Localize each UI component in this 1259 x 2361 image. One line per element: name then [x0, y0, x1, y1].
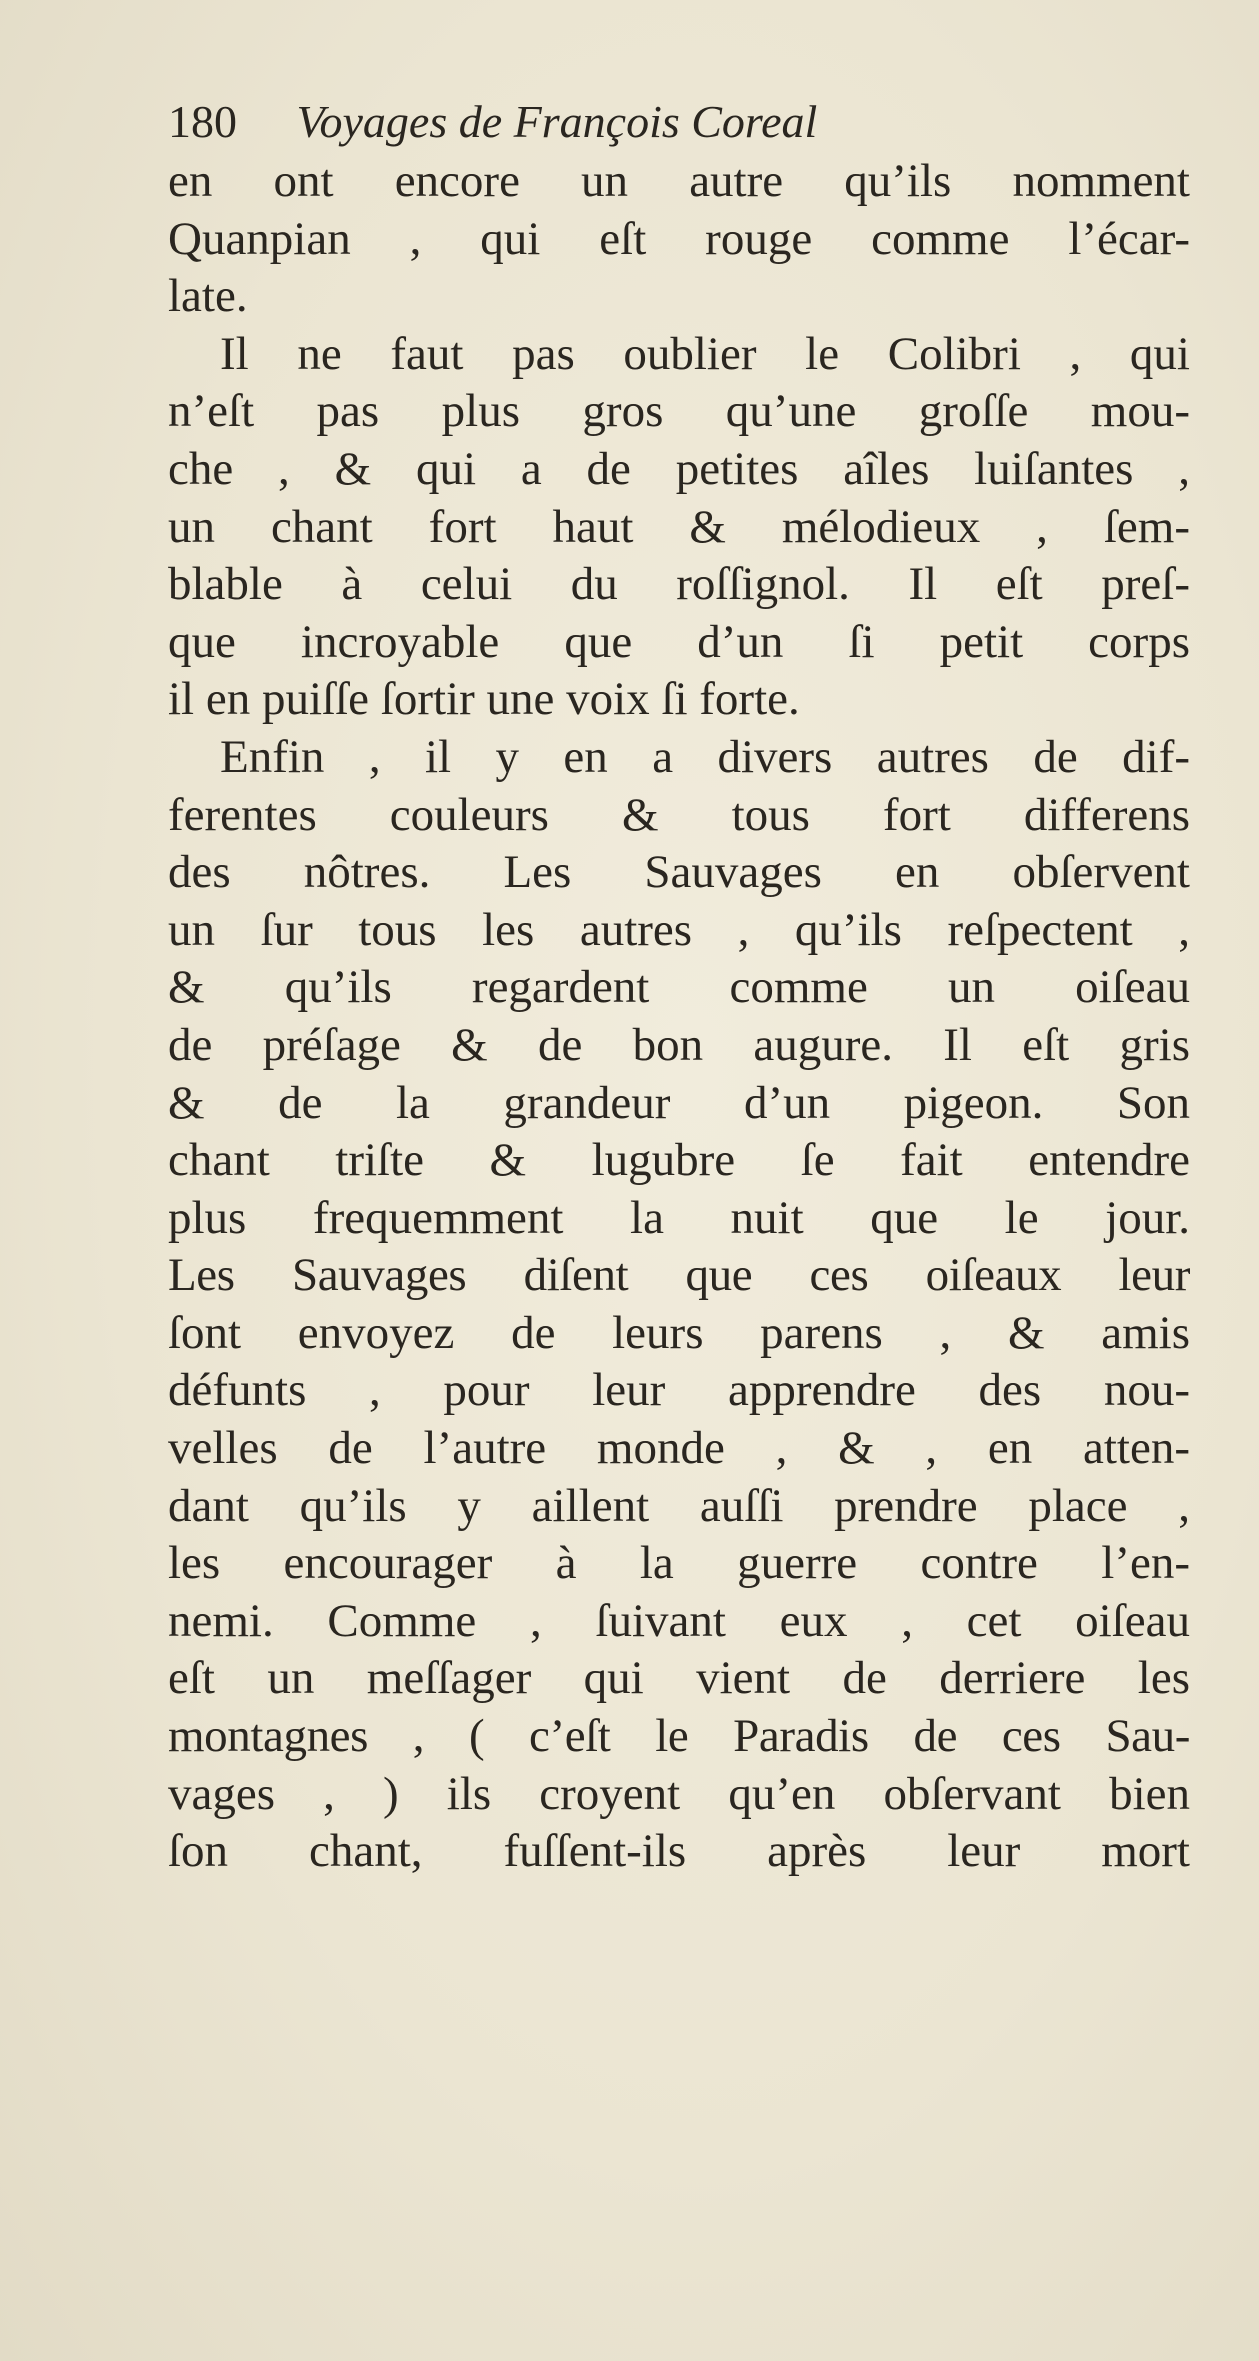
running-title: Voyages de François Coreal	[296, 96, 818, 147]
body-text	[168, 153, 1190, 1881]
text-line: ſon chant, fuſſent-ils après leur mort	[168, 1825, 1190, 1878]
text-line: n’eſt pas plus gros qu’une groſſe mou-	[168, 385, 1190, 438]
text-line: vages , ) ils croyent qu’en obſervant bien	[168, 1767, 1190, 1820]
text-line: Quanpian , qui eſt rouge comme l’écar-	[168, 212, 1190, 265]
text-line: blable à celui du roſſignol. Il eſt preſ-	[168, 558, 1190, 611]
text-line: défunts , pour leur apprendre des nou-	[168, 1364, 1190, 1417]
text-line: de préſage & de bon augure. Il eſt gris	[168, 1018, 1190, 1071]
text-line: les encourager à la guerre contre l’en-	[168, 1537, 1190, 1590]
text-line: en ont encore un autre qu’ils nomment	[168, 155, 1190, 207]
text-line: eſt un meſſager qui vient de derriere les	[168, 1652, 1190, 1705]
text-line: ſont envoyez de leurs parens , & amis	[168, 1306, 1190, 1359]
text-line: il en puiſſe ſortir une voix ſi forte.	[168, 673, 800, 726]
text-line: velles de l’autre monde , & , en atten-	[168, 1422, 1190, 1475]
text-line: & de la grandeur d’un pigeon. Son	[168, 1076, 1190, 1129]
text-line: dant qu’ils y aillent auſſi prendre place ,	[168, 1479, 1190, 1532]
text-line: nemi. Comme , ſuivant eux , cet oiſeau	[168, 1594, 1190, 1647]
text-line: des nôtres. Les Sauvages en obſervent	[168, 846, 1190, 899]
text-line: & qu’ils regardent comme un oiſeau	[168, 961, 1190, 1014]
text-line: Les Sauvages diſent que ces oiſeaux leur	[168, 1249, 1190, 1302]
text-line: che , & qui a de petites aîles luiſantes ,	[168, 442, 1190, 495]
running-head	[168, 92, 1108, 152]
text-line: un chant fort haut & mélodieux , ſem-	[168, 500, 1190, 553]
text-line: Enfin , il y en a divers autres de dif-	[220, 730, 1190, 783]
text-line: un ſur tous les autres , qu’ils reſpectent ,	[168, 903, 1190, 956]
text-line: late.	[168, 270, 248, 323]
text-line: plus frequemment la nuit que le jour.	[168, 1191, 1190, 1244]
text-line: ferentes couleurs & tous fort differens	[168, 788, 1190, 841]
page-number: 180	[168, 96, 237, 147]
text-line: que incroyable que d’un ſi petit corps	[168, 615, 1190, 668]
text-line: chant triſte & lugubre ſe fait entendre	[168, 1134, 1190, 1187]
text-line: montagnes , ( c’eſt le Paradis de ces Sau-	[168, 1710, 1190, 1763]
text-line: Il ne faut pas oublier le Colibri , qui	[220, 327, 1190, 380]
